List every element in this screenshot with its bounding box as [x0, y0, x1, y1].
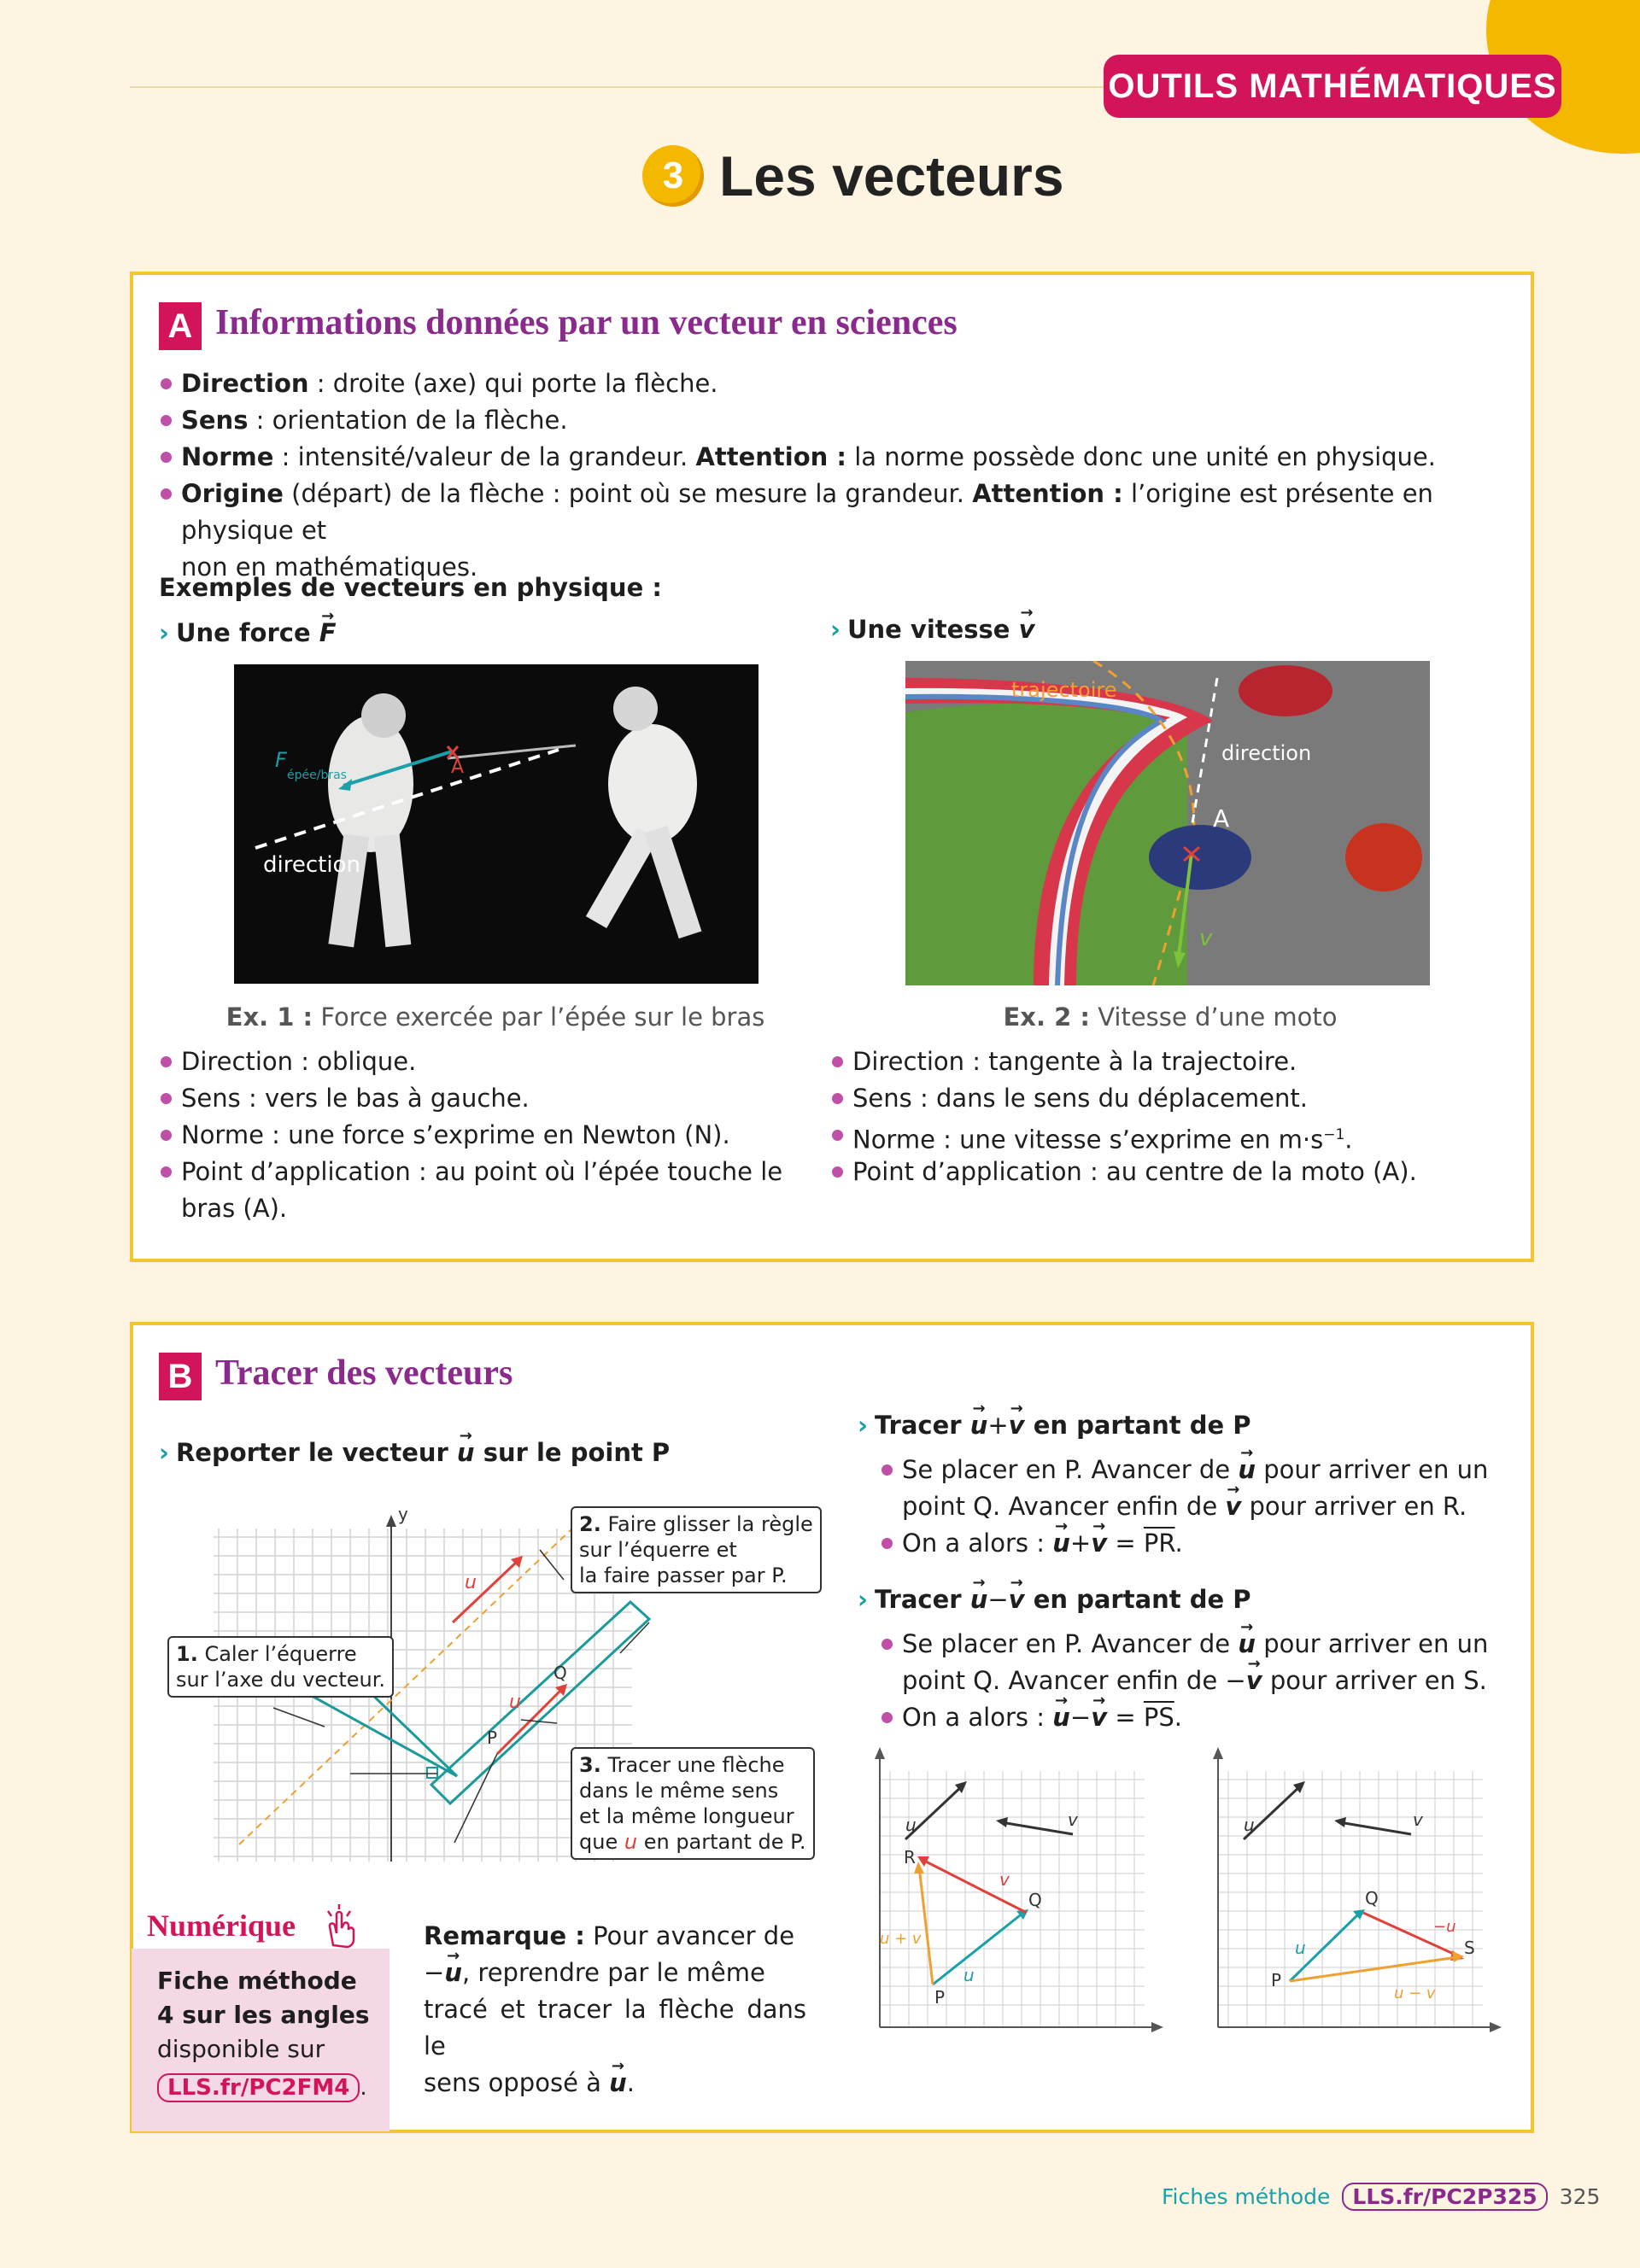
footer-link[interactable]: LLS.fr/PC2P325 [1342, 2183, 1547, 2211]
callout-3: 3. Tracer une flèche dans le même sens et la même longueur que u en partant de P. [571, 1747, 815, 1860]
sum-p-label: P [934, 1987, 946, 2008]
header-rule [130, 86, 1112, 88]
ex1-bullet-direction: Direction : oblique. [181, 1043, 416, 1080]
diff-q-label: Q [1365, 1888, 1379, 1909]
diff-ref-v-label: v [1413, 1809, 1423, 1830]
ex1-caption: Ex. 1 : Force exercée par l’épée sur le bras [226, 1002, 765, 1032]
sum-step-2: On a alors : → $u+\to v = \overline{PR}$. [902, 1525, 1183, 1562]
numerique-text: Fiche méthode 4 sur les angles disponible sur [157, 1967, 370, 2063]
bullet-origine: Origine (départ) de la flèche : point où se mesure la grandeur. Attention : l’origine est présente en physique et non en mathématiques. [181, 476, 1514, 586]
diagram-q-label: Q [554, 1663, 567, 1683]
diff-vector-result [1290, 1957, 1457, 1981]
diff-u-label: u [1295, 1938, 1306, 1958]
bullet-sens: Sens : orientation de la flèche. [181, 402, 568, 439]
ex2-caption: Ex. 2 : Vitesse d’une moto [1003, 1002, 1338, 1032]
bullet-norme: Norme : intensité/valeur de la grandeur. Attention : la norme possède donc une unité en physique. [181, 439, 1436, 476]
diff-s-label: S [1464, 1938, 1475, 1958]
ex2-bullet-norme: Norme : une vitesse s’exprime en $m\cdot s^{-1}$. [852, 1117, 1353, 1159]
sum-grid [880, 1771, 1145, 2027]
diff-step-2: On a alors : → $u-\to v = \overline{PS}$. [902, 1699, 1182, 1736]
chapter-number: 3 [642, 145, 704, 207]
diagram-p-label: P [487, 1727, 498, 1748]
sum-heading: › Tracer → u+→ v en partant de P [858, 1407, 1251, 1444]
fencing-vector-sub: épée/bras [287, 769, 347, 782]
remarque-text: Remarque : Pour avancer de −→ u, reprendre par le même tracé et tracer la flèche dans le sens opposé à → u. [424, 1918, 806, 2101]
section-a-title: Informations données par un vecteur en sciences [215, 303, 958, 342]
diff-step-1: Se placer en P. Avancer de → u pour arriver en un point Q. Avancer enfin de −→ v pour arriver en S. [902, 1626, 1514, 1699]
footer-label: Fiches méthode [1162, 2184, 1331, 2209]
sum-step-1: Se placer en P. Avancer de → u pour arriver en un point Q. Avancer enfin de → v pour arriver en R. [902, 1452, 1514, 1525]
section-b-letter: B [159, 1353, 202, 1400]
sum-r-label: R [904, 1847, 916, 1868]
sum-u-label: u [964, 1965, 975, 1985]
numerique-link-row: LLS.fr/PC2FM4 . [157, 2073, 367, 2102]
diff-p-label: P [1271, 1970, 1282, 1990]
ex2-bullet-direction: Direction : tangente à la trajectoire. [852, 1043, 1297, 1080]
fencing-direction-label: direction [263, 852, 360, 878]
callout-2: 2. Faire glisser la règle sur l’équerre et la faire passer par P. [571, 1506, 822, 1593]
page-title: Les vecteurs [719, 144, 1064, 208]
diff-minus-u-label: −u [1433, 1918, 1456, 1936]
ex1-heading: › Une force → F [159, 615, 337, 652]
fencing-photo [234, 664, 758, 984]
diagram-y-label: y [398, 1504, 408, 1524]
fencing-illustration [234, 664, 758, 984]
vector-f-symbol: → F [319, 615, 337, 652]
bullet-direction: Direction : droite (axe) qui porte la flèche. [181, 365, 718, 402]
ex1-bullet-point: Point d’application : au point où l’épée touche le bras (A). [181, 1154, 782, 1227]
sum-ref-v-label: v [1068, 1809, 1078, 1830]
ex2-bullet-sens: Sens : dans le sens du déplacement. [852, 1080, 1308, 1117]
ex2-bullet-point: Point d’application : au centre de la moto (A). [852, 1154, 1417, 1190]
vector-v-symbol: → v [1019, 611, 1035, 648]
diff-ref-u-label: u [1244, 1815, 1255, 1835]
callout-1: 1. Caler l’équerre sur l’axe du vecteur. [167, 1636, 394, 1698]
diff-heading: › Tracer → u−→ v en partant de P [858, 1581, 1251, 1618]
section-badge: OUTILS MATHÉMATIQUES [1104, 55, 1561, 118]
sum-vector-result [919, 1867, 933, 1984]
pointer-hand-icon [316, 1903, 364, 1950]
moto-illustration [905, 661, 1430, 985]
sum-graph [871, 1745, 1167, 2041]
diff-graph [1210, 1745, 1505, 2041]
ex1-bullet-sens: Sens : vers le bas à gauche. [181, 1080, 530, 1117]
moto-direction-label: direction [1221, 741, 1312, 765]
moto-trajectory-label: trajectoire [1011, 678, 1117, 702]
numerique-link[interactable]: LLS.fr/PC2FM4 [157, 2073, 360, 2102]
numerique-title: Numérique [147, 1909, 296, 1943]
diff-result-label: u − v [1394, 1984, 1436, 2002]
report-heading: › Reporter le vecteur → u sur le point P [159, 1435, 670, 1471]
fencing-vector-label: F [275, 748, 287, 772]
ex2-heading: › Une vitesse → v [830, 611, 1035, 648]
diff-grid [1218, 1771, 1483, 2027]
fencing-point-label: A [451, 757, 465, 778]
ex1-bullet-norme: Norme : une force s’exprime en Newton (N). [181, 1117, 730, 1154]
footer [1162, 2183, 1600, 2211]
section-a-letter: A [159, 302, 202, 350]
page-number: 325 [1559, 2184, 1601, 2209]
moto-vector-label: v [1199, 926, 1213, 951]
sum-vector-v [922, 1860, 1027, 1913]
examples-heading: Exemples de vecteurs en physique : [159, 573, 662, 602]
diagram-u-copy-label: u [509, 1692, 521, 1713]
sum-result-label: u + v [880, 1930, 922, 1948]
moto-photo [905, 661, 1430, 985]
sum-v-label: v [999, 1869, 1010, 1890]
sum-ref-u-label: u [905, 1815, 917, 1835]
sum-q-label: Q [1028, 1890, 1042, 1910]
page-title-group [642, 143, 1064, 208]
section-b-title: Tracer des vecteurs [215, 1353, 513, 1393]
diagram-u-label: u [465, 1572, 477, 1593]
moto-point-label: A [1213, 804, 1230, 833]
